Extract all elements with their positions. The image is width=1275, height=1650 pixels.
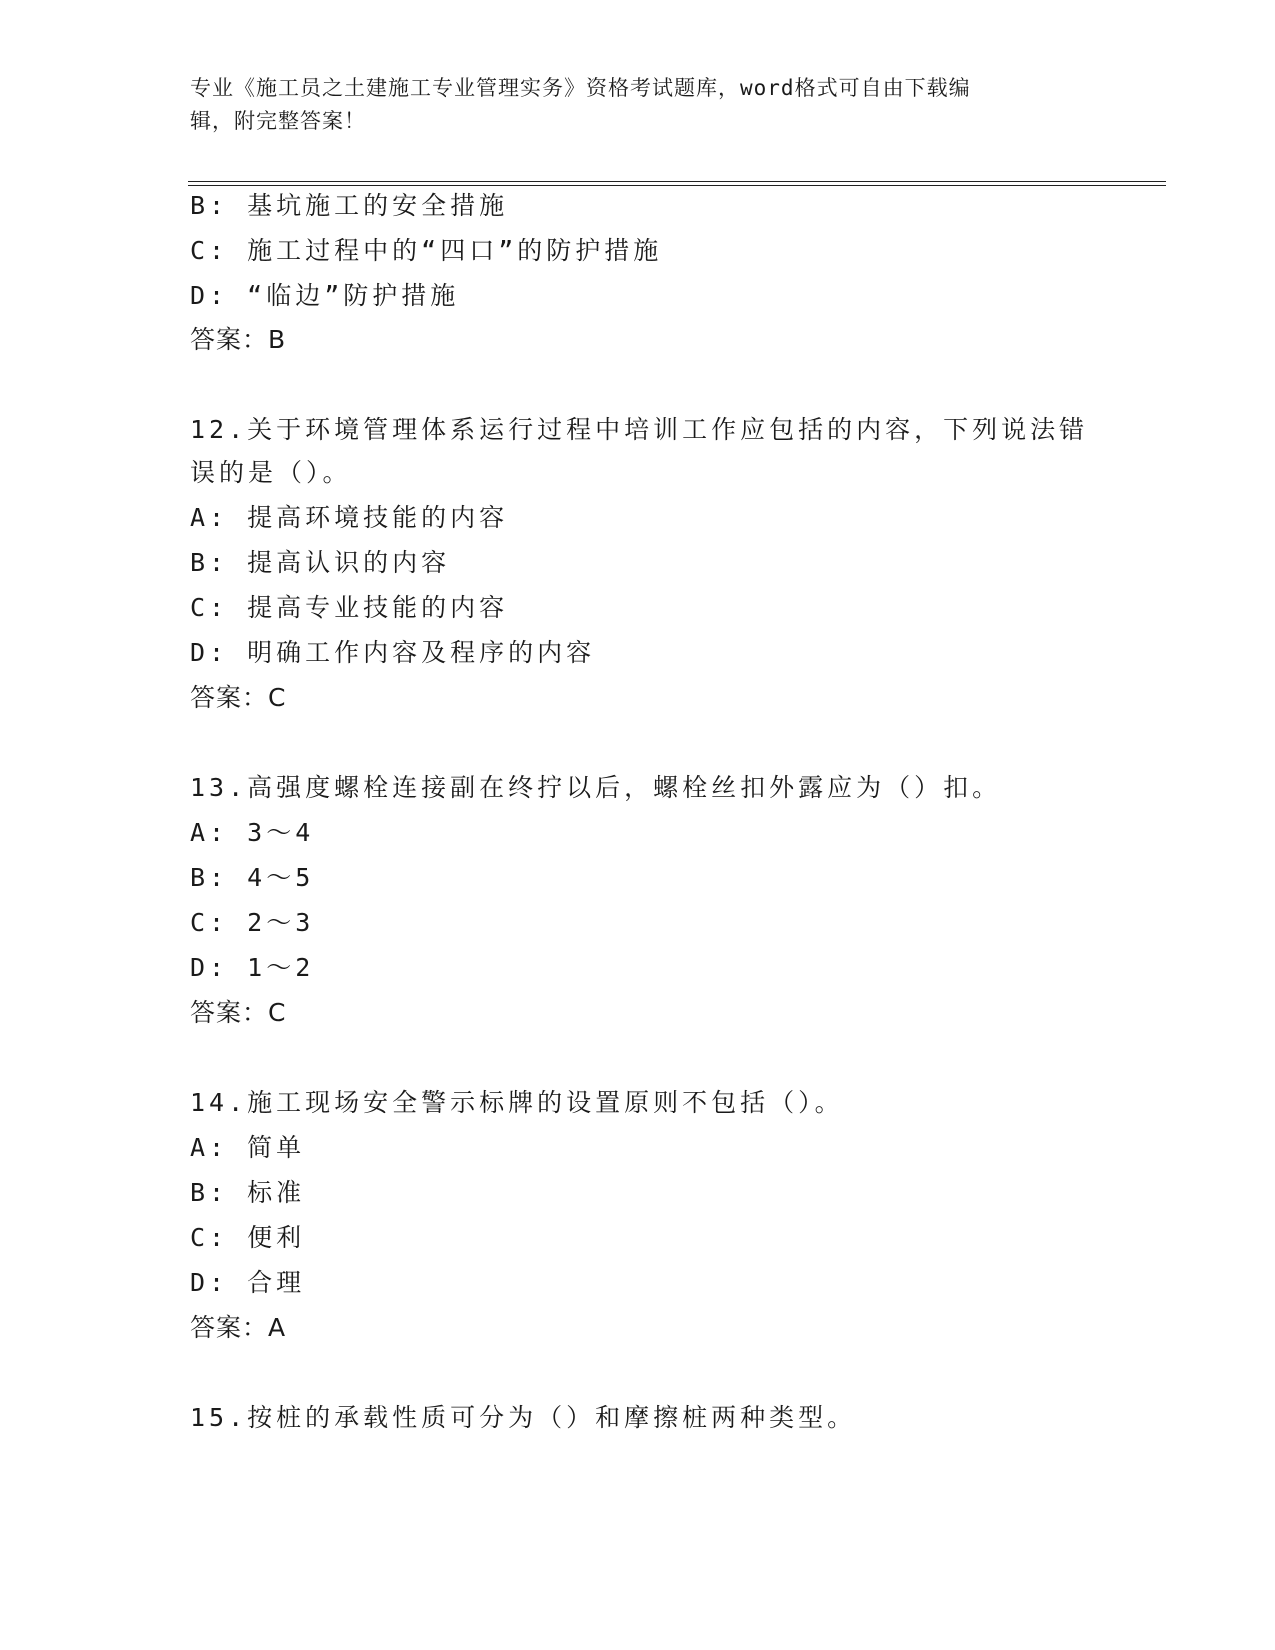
option-line: D: 合理	[190, 1268, 306, 1297]
answer-line: 答案：B	[190, 325, 287, 354]
answer-line: 答案：C	[190, 998, 287, 1027]
option-line: D: “临边”防护措施	[190, 281, 460, 310]
option-line: D: 明确工作内容及程序的内容	[190, 638, 596, 667]
header-line-1: 专业《施工员之土建施工专业管理实务》资格考试题库，word格式可自由下载编	[190, 76, 971, 100]
option-line: A: 提高环境技能的内容	[190, 503, 509, 532]
header-line-2: 辑，附完整答案！	[190, 109, 366, 133]
option-line: C: 2～3	[190, 908, 315, 937]
option-line: D: 1～2	[190, 953, 315, 982]
option-line: A: 3～4	[190, 818, 315, 847]
option-line: B: 4～5	[190, 863, 315, 892]
option-line: B: 提高认识的内容	[190, 548, 451, 577]
header-divider-bottom	[188, 185, 1166, 186]
option-line: C: 提高专业技能的内容	[190, 593, 509, 622]
option-line: A: 简单	[190, 1133, 306, 1162]
question-stem: 15.按桩的承载性质可分为（）和摩擦桩两种类型。	[190, 1403, 857, 1432]
answer-line: 答案：C	[190, 683, 287, 712]
question-stem: 13.高强度螺栓连接副在终拧以后，螺栓丝扣外露应为（）扣。	[190, 773, 1002, 802]
document-header	[190, 72, 1090, 138]
option-line: C: 施工过程中的“四口”的防护措施	[190, 236, 663, 265]
header-divider-top	[188, 181, 1166, 182]
answer-line: 答案：A	[190, 1313, 287, 1342]
question-stem: 14.施工现场安全警示标牌的设置原则不包括（）。	[190, 1088, 844, 1117]
question-stem: 12.关于环境管理体系运行过程中培训工作应包括的内容，下列说法错	[190, 415, 1089, 444]
option-line: B: 基坑施工的安全措施	[190, 191, 509, 220]
option-line: C: 便利	[190, 1223, 306, 1252]
option-line: B: 标准	[190, 1178, 306, 1207]
question-stem-continued: 误的是（）。	[190, 458, 352, 487]
